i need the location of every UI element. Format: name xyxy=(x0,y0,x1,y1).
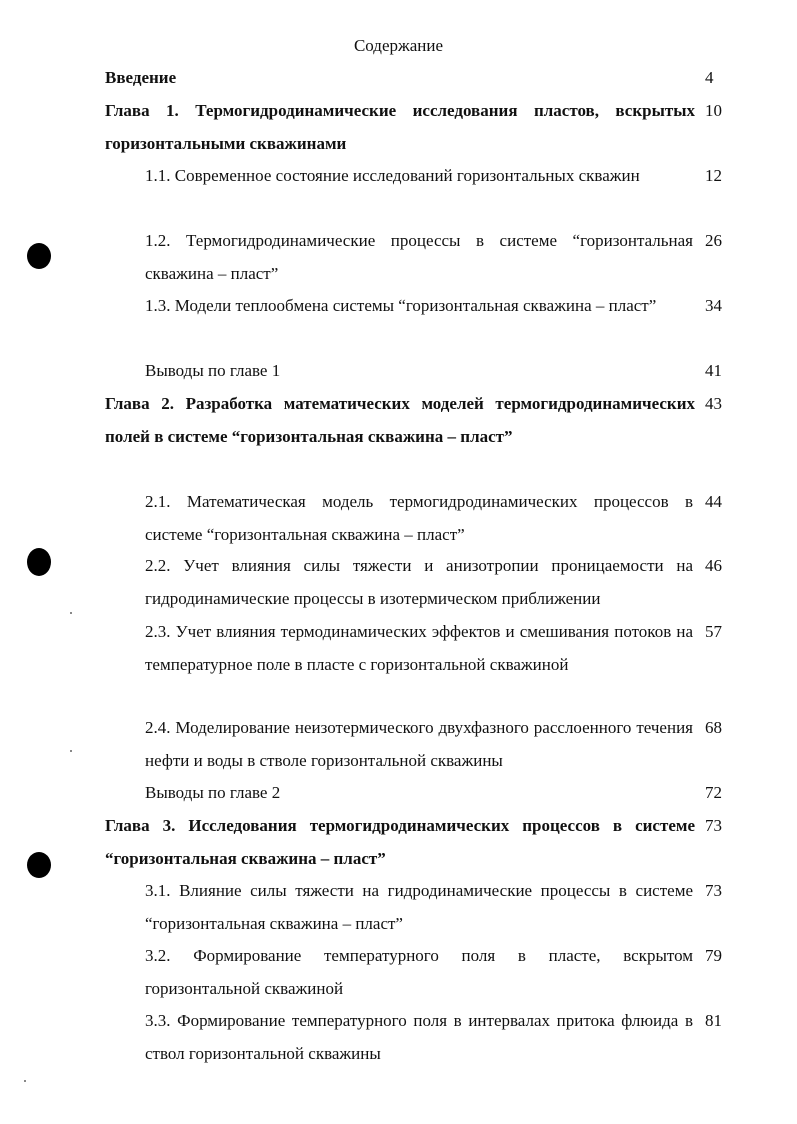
punch-hole-top xyxy=(27,243,51,269)
toc-entry-page: 73 xyxy=(705,816,722,835)
toc-entry-text: 1.2. Термогидродинамические процессы в системе “горизонтальная скважина – пласт” xyxy=(145,231,693,283)
toc-entry-text: 3.1. Влияние силы тяжести на гидродинамические процессы в системе “горизонтальная скважина – пласт” xyxy=(145,881,693,933)
toc-entry-text: Глава 1. Термогидродинамические исследования пластов, вскрытых горизонтальными скважинами xyxy=(105,101,695,153)
toc-entry-page: 41 xyxy=(705,361,722,380)
toc-entry-text: 3.2. Формирование температурного поля в пласте, вскрытом горизонтальной скважиной xyxy=(145,946,693,998)
scan-speck xyxy=(70,750,72,752)
toc-entry-text: Глава 3. Исследования термогидродинамических процессов в системе “горизонтальная скважина – пласт” xyxy=(105,816,695,868)
toc-entry-page: 46 xyxy=(705,556,722,575)
toc-entry-page: 81 xyxy=(705,1011,722,1030)
scan-speck xyxy=(24,1080,26,1082)
toc-entry-text: Выводы по главе 1 xyxy=(145,361,281,380)
toc-entry-page: 34 xyxy=(705,296,722,315)
toc-entry-page: 57 xyxy=(705,622,722,641)
toc-entry-text: Введение xyxy=(105,68,177,87)
toc-entry-text: 1.1. Современное состояние исследований горизонтальных скважин xyxy=(145,166,640,185)
toc-entry-page: 4 xyxy=(705,68,714,87)
toc-entry-page: 43 xyxy=(705,394,722,413)
toc-entry-page: 72 xyxy=(705,783,722,802)
punch-hole-middle xyxy=(27,548,51,576)
toc-entry-page: 26 xyxy=(705,231,722,250)
toc-entry-page: 12 xyxy=(705,166,722,185)
punch-hole-bottom xyxy=(27,852,51,878)
toc-entry-text: 2.2. Учет влияния силы тяжести и анизотропии проницаемости на гидродинамические процессы в изотермическом приближении xyxy=(145,556,693,608)
toc-entry-page: 79 xyxy=(705,946,722,965)
toc-entry-text: Выводы по главе 2 xyxy=(145,783,281,802)
toc-entry-text: 2.1. Математическая модель термогидродинамических процессов в системе “горизонтальная скважина – пласт” xyxy=(145,492,693,544)
scan-speck xyxy=(70,612,72,614)
toc-entry-page: 73 xyxy=(705,881,722,900)
toc-entry-text: 3.3. Формирование температурного поля в интервалах притока флюида в ствол горизонтальной скважины xyxy=(145,1011,693,1063)
toc-entry-page: 68 xyxy=(705,718,722,737)
page-title: Содержание xyxy=(353,36,444,55)
toc-entry-page: 10 xyxy=(705,101,722,120)
toc-entry-page: 44 xyxy=(705,492,722,511)
toc-entry-text: 2.4. Моделирование неизотермического двухфазного расслоенного течения нефти и воды в стволе горизонтальной скважины xyxy=(145,718,693,770)
toc-entry-text: Глава 2. Разработка математических моделей термогидродинамических полей в системе “горизонтальная скважина – пласт” xyxy=(105,394,695,446)
toc-entry-text: 1.3. Модели теплообмена системы “горизонтальная скважина – пласт” xyxy=(145,296,657,315)
toc-entry-text: 2.3. Учет влияния термодинамических эффектов и смешивания потоков на температурное поле в пласте с горизонтальной скважиной xyxy=(145,622,693,674)
